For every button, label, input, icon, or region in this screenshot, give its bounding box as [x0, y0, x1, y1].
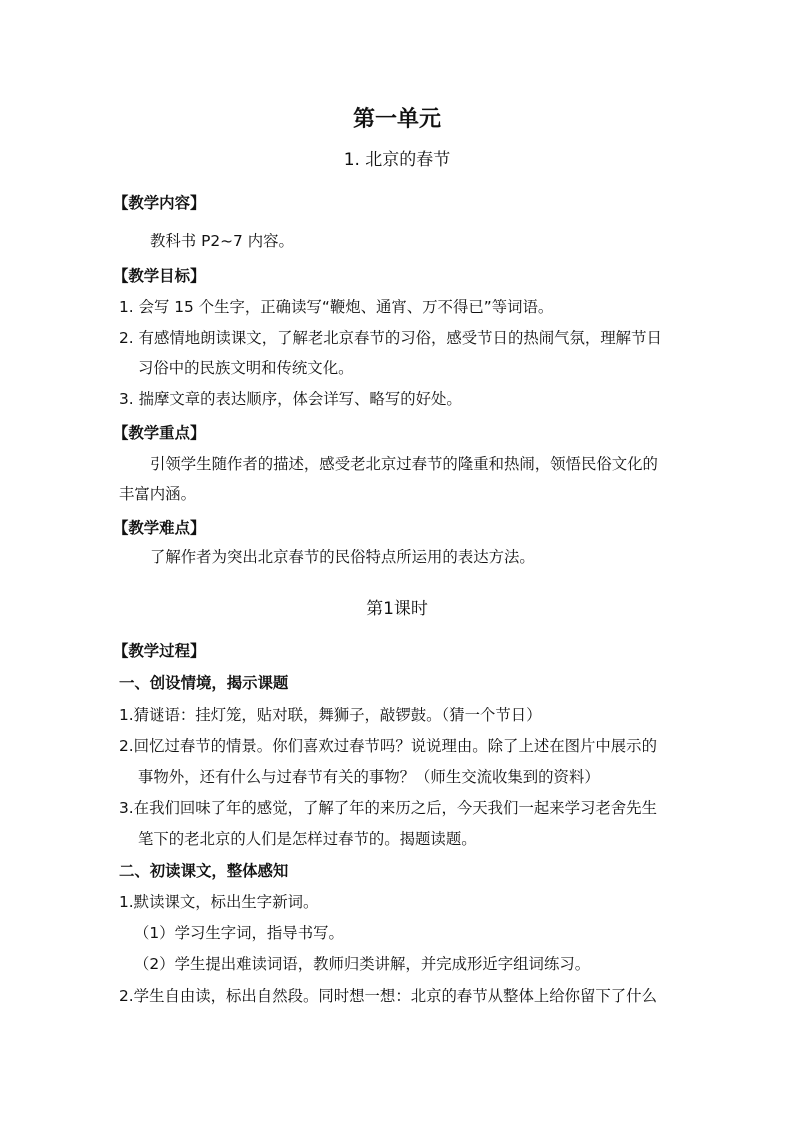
lesson-subtitle: 1. 北京的春节: [343, 150, 451, 170]
process-subitem: （1）学习生字词，指导书写。: [134, 924, 344, 942]
process-item-continued: 事物外，还有什么与过春节有关的事物？（师生交流收集到的资料）: [138, 768, 600, 786]
process-heading: 【教学过程】: [113, 642, 206, 660]
process-subitem: （2）学生提出难读词语，教师归类讲解，并完成形近字组词练习。: [134, 955, 591, 973]
key-text: 引领学生随作者的描述，感受老北京过春节的隆重和热闹，领悟民俗文化的: [150, 455, 658, 473]
process-item: 2.回忆过春节的情景。你们喜欢过春节吗？说说理由。除了上述在图片中展示的: [119, 737, 657, 755]
key-text-continued: 丰富内涵。: [119, 485, 196, 503]
goal-item: 3. 揣摩文章的表达顺序，体会详写、略写的好处。: [119, 390, 462, 408]
unit-title: 第一单元: [352, 107, 441, 132]
key-heading: 【教学重点】: [113, 424, 206, 442]
process-item: 3.在我们回味了年的感觉，了解了年的来历之后，今天我们一起来学习老舍先生: [119, 799, 657, 817]
part1-heading: 一、创设情境，揭示课题: [119, 674, 289, 692]
content-text: 教科书 P2~7 内容。: [150, 232, 294, 250]
part2-heading: 二、初读课文，整体感知: [119, 862, 289, 880]
process-item: 1.默读课文，标出生字新词。: [119, 893, 319, 911]
goals-heading: 【教学目标】: [113, 267, 206, 285]
goal-item: 2. 有感情地朗读课文，了解老北京春节的习俗，感受节日的热闹气氛，理解节日: [119, 329, 662, 347]
process-item: 2.学生自由读，标出自然段。同时想一想：北京的春节从整体上给你留下了什么: [119, 987, 657, 1005]
difficulty-text: 了解作者为突出北京春节的民俗特点所运用的表达方法。: [150, 548, 535, 566]
difficulty-heading: 【教学难点】: [113, 519, 206, 537]
process-item: 1.猜谜语：挂灯笼，贴对联，舞狮子，敲锣鼓。（猜一个节日）: [119, 706, 542, 724]
process-item-continued: 笔下的老北京的人们是怎样过春节的。揭题读题。: [138, 830, 477, 848]
lesson-period-title: 第1课时: [366, 599, 428, 619]
content-heading: 【教学内容】: [113, 194, 206, 212]
goal-item: 1. 会写 15 个生字，正确读写“鞭炮、通宵、万不得已”等词语。: [119, 298, 554, 316]
goal-item-continued: 习俗中的民族文明和传统文化。: [138, 359, 354, 377]
